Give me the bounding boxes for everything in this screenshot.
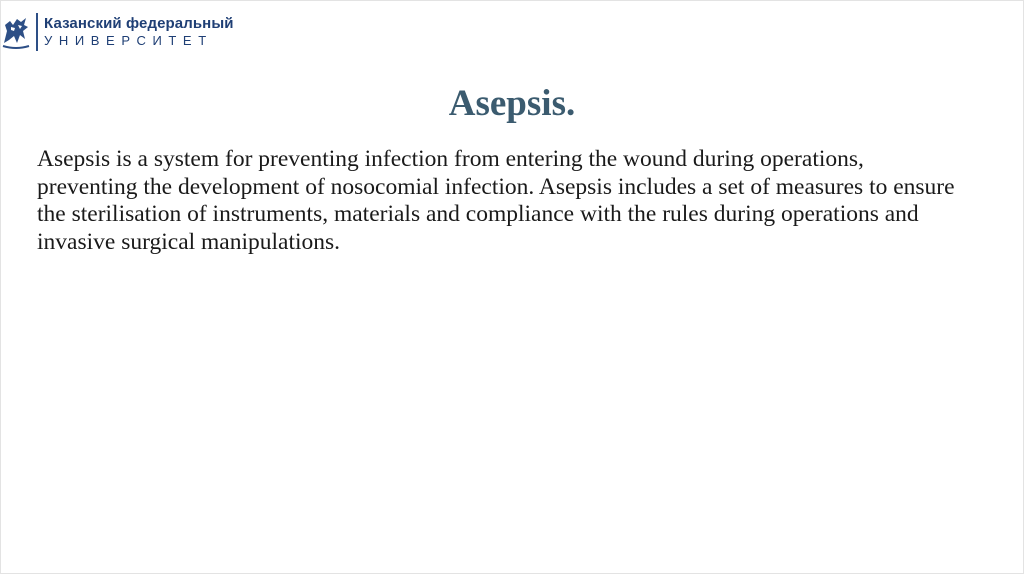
slide-body-text: Asepsis is a system for preventing infection from entering the wound during operations, preventing the development of nosocomial infection. Asepsis includes a set of measures to ensure the sterilisation of instruments, materials and compliance with the rules during operations and invasive surgical manipulations. (37, 146, 955, 255)
logo-university-word: УНИВЕРСИТЕТ (44, 33, 213, 48)
logo-text (44, 15, 234, 49)
kfu-emblem-icon (1, 13, 31, 53)
slide-title: Asepsis. (448, 83, 576, 124)
logo-divider (36, 13, 38, 51)
logo-university-name: Казанский федеральный (44, 15, 234, 32)
university-logo (1, 13, 234, 53)
